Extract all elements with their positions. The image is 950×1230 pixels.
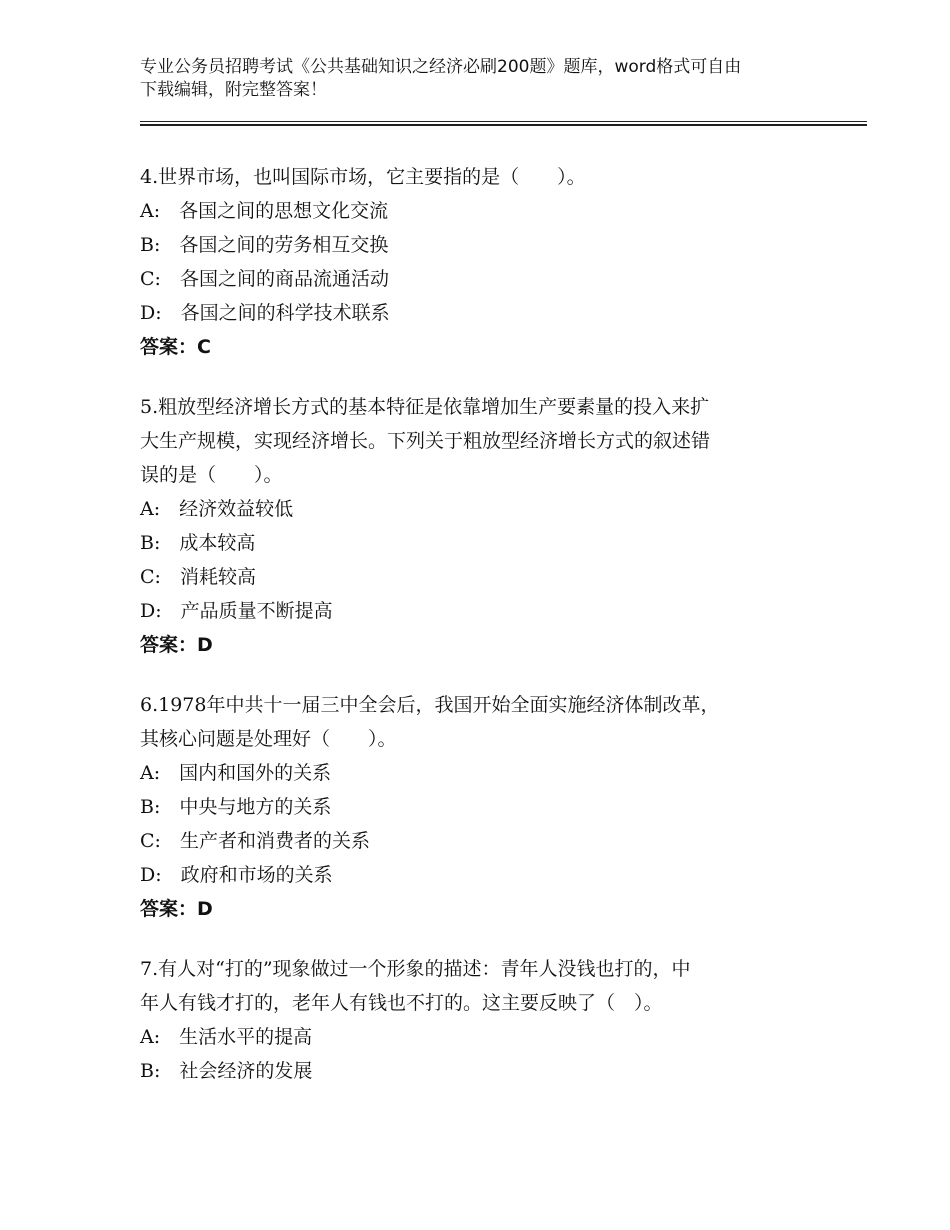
answer-label: 答案：C bbox=[140, 336, 211, 358]
option-b: B: 中央与地方的关系 bbox=[140, 796, 332, 818]
question-text-line-1: 7.有人对“打的”现象做过一个形象的描述：青年人没钱也打的，中 bbox=[140, 958, 691, 980]
answer-label: 答案：D bbox=[140, 634, 213, 656]
option-b: B: 社会经济的发展 bbox=[140, 1060, 313, 1082]
option-c: C: 生产者和消费者的关系 bbox=[140, 830, 370, 852]
header-line-2: 下载编辑，附完整答案！ bbox=[140, 80, 327, 100]
option-b: B: 成本较高 bbox=[140, 532, 256, 554]
question-7 bbox=[140, 952, 800, 1088]
question-text-line-2: 其核心问题是处理好（ ）。 bbox=[140, 728, 397, 750]
header-line-1: 专业公务员招聘考试《公共基础知识之经济必刷200题》题库，word格式可自由 bbox=[140, 57, 742, 77]
question-text-line-2: 大生产规模，实现经济增长。下列关于粗放型经济增长方式的叙述错 bbox=[140, 430, 711, 452]
option-c: C: 消耗较高 bbox=[140, 566, 256, 588]
document-header bbox=[140, 56, 820, 102]
question-text-line-1: 6.1978年中共十一届三中全会后，我国开始全面实施经济体制改革， bbox=[140, 694, 720, 716]
question-list bbox=[140, 160, 800, 1114]
option-d: D: 各国之间的科学技术联系 bbox=[140, 302, 390, 324]
option-a: A: 经济效益较低 bbox=[140, 498, 294, 520]
question-5 bbox=[140, 390, 800, 662]
option-d: D: 政府和市场的关系 bbox=[140, 864, 333, 886]
header-divider-bottom bbox=[140, 124, 867, 126]
option-a: A: 生活水平的提高 bbox=[140, 1026, 313, 1048]
option-c: C: 各国之间的商品流通活动 bbox=[140, 268, 389, 290]
question-6 bbox=[140, 688, 800, 926]
option-a: A: 国内和国外的关系 bbox=[140, 762, 332, 784]
question-4 bbox=[140, 160, 800, 364]
header-divider-top bbox=[140, 121, 867, 122]
option-b: B: 各国之间的劳务相互交换 bbox=[140, 234, 389, 256]
question-text-line-2: 年人有钱才打的，老年人有钱也不打的。这主要反映了（ ）。 bbox=[140, 992, 663, 1014]
option-d: D: 产品质量不断提高 bbox=[140, 600, 333, 622]
option-a: A: 各国之间的思想文化交流 bbox=[140, 200, 389, 222]
question-text: 4.世界市场，也叫国际市场，它主要指的是（ ）。 bbox=[140, 166, 586, 188]
answer-label: 答案：D bbox=[140, 898, 213, 920]
question-text-line-1: 5.粗放型经济增长方式的基本特征是依靠增加生产要素量的投入来扩 bbox=[140, 396, 710, 418]
question-text-line-3: 误的是（ ）。 bbox=[140, 464, 283, 486]
